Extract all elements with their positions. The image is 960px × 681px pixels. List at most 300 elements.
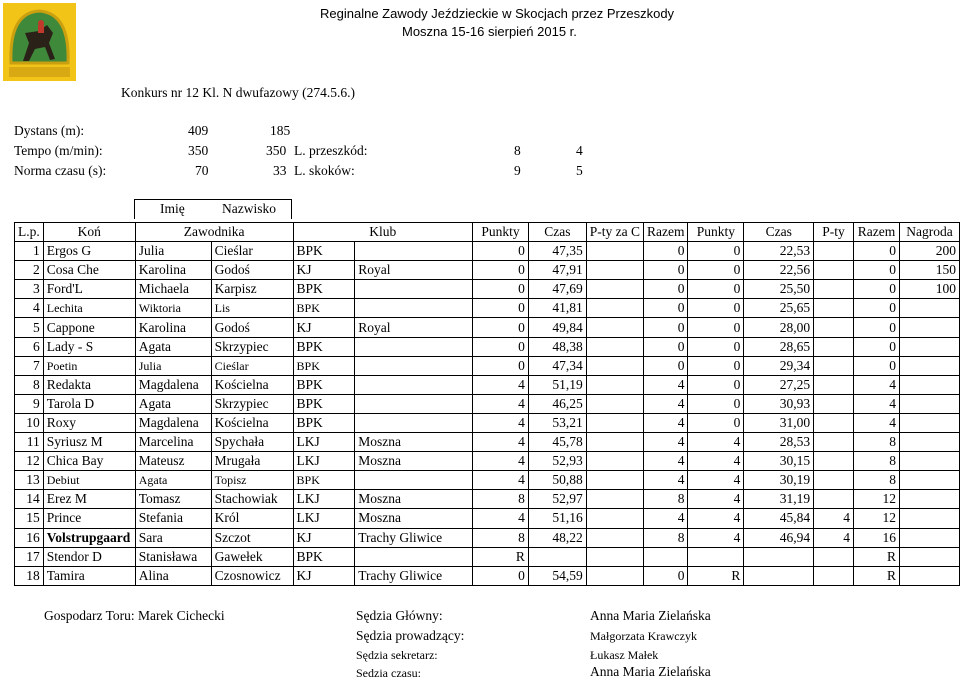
table-cell <box>355 356 473 375</box>
table-cell: 4 <box>473 394 529 413</box>
table-cell: 22,53 <box>744 242 814 261</box>
table-cell: Czosnowicz <box>211 566 293 585</box>
table-cell <box>586 356 643 375</box>
table-cell: Tamira <box>43 566 135 585</box>
table-cell: 8 <box>473 490 529 509</box>
table-cell: 150 <box>899 261 959 280</box>
table-cell <box>355 394 473 413</box>
table-cell: 8 <box>853 471 899 490</box>
table-cell <box>355 280 473 299</box>
table-row <box>15 242 960 261</box>
table-cell: 1 <box>15 242 44 261</box>
table-cell <box>586 547 643 566</box>
table-cell: Moszna <box>355 452 473 471</box>
table-cell: 4 <box>688 490 744 509</box>
table-cell <box>814 452 854 471</box>
table-cell: LKJ <box>293 433 355 452</box>
jumps-value-2: 5 <box>576 163 583 178</box>
table-cell: 41,81 <box>528 299 586 318</box>
table-cell: 0 <box>473 318 529 337</box>
judge-secretary: Łukasz Małek <box>590 648 659 662</box>
col-nagroda: Nagroda <box>899 223 959 242</box>
table-cell: 13 <box>15 471 44 490</box>
col-kon: Koń <box>43 223 135 242</box>
table-cell: 0 <box>688 337 744 356</box>
table-cell: BPK <box>293 471 355 490</box>
table-cell: Julia <box>135 356 211 375</box>
table-cell: 30,19 <box>744 471 814 490</box>
table-cell: BPK <box>293 242 355 261</box>
table-cell <box>899 337 959 356</box>
col-pty-za-c: P-ty za C <box>586 223 643 242</box>
table-cell: 8 <box>643 528 687 547</box>
table-cell: 4 <box>643 413 687 432</box>
table-cell <box>899 356 959 375</box>
table-cell: Spychała <box>211 433 293 452</box>
table-cell: Roxy <box>43 413 135 432</box>
table-cell: Trachy Gliwice <box>355 566 473 585</box>
table-cell: 45,84 <box>744 509 814 528</box>
table-cell: 25,65 <box>744 299 814 318</box>
table-cell: 49,84 <box>528 318 586 337</box>
table-cell: 31,19 <box>744 490 814 509</box>
table-row <box>15 280 960 299</box>
table-cell: 48,22 <box>528 528 586 547</box>
table-cell: Chica Bay <box>43 452 135 471</box>
time-value-2: 33 <box>273 163 287 178</box>
table-cell: Agata <box>135 394 211 413</box>
obstacles-value-1: 8 <box>514 143 521 158</box>
header-imie: Imię <box>160 201 185 216</box>
table-cell: 22,56 <box>744 261 814 280</box>
table-cell: Cappone <box>43 318 135 337</box>
table-cell: 12 <box>15 452 44 471</box>
table-cell <box>586 337 643 356</box>
table-cell: 0 <box>853 280 899 299</box>
table-cell: 9 <box>15 394 44 413</box>
table-cell: Cosa Che <box>43 261 135 280</box>
table-cell <box>814 261 854 280</box>
table-cell: 0 <box>853 356 899 375</box>
table-cell: 2 <box>15 261 44 280</box>
table-cell: Moszna <box>355 509 473 528</box>
table-cell: 4 <box>853 375 899 394</box>
table-cell <box>355 337 473 356</box>
table-cell <box>814 433 854 452</box>
table-cell: Sara <box>135 528 211 547</box>
judge-time-label: Sedzia czasu: <box>356 666 421 680</box>
table-cell: 0 <box>643 356 687 375</box>
table-cell: 46,94 <box>744 528 814 547</box>
table-cell: 0 <box>853 261 899 280</box>
table-cell: 4 <box>643 433 687 452</box>
table-cell: Royal <box>355 318 473 337</box>
table-cell <box>814 299 854 318</box>
table-cell: Debiut <box>43 471 135 490</box>
table-row <box>15 413 960 432</box>
table-cell: 0 <box>853 337 899 356</box>
table-cell: 0 <box>688 280 744 299</box>
table-cell: 0 <box>643 299 687 318</box>
col-razem-1: Razem <box>643 223 687 242</box>
table-cell: Marcelina <box>135 433 211 452</box>
table-cell <box>528 547 586 566</box>
table-cell: Cieślar <box>211 242 293 261</box>
event-logo <box>3 3 76 81</box>
judge-main: Anna Maria Zielańska <box>590 608 711 623</box>
table-cell: Godoś <box>211 261 293 280</box>
table-cell: 47,34 <box>528 356 586 375</box>
table-cell: 4 <box>473 452 529 471</box>
col-klub: Klub <box>293 223 472 242</box>
distance-value-1: 409 <box>188 123 209 138</box>
table-cell: 200 <box>899 242 959 261</box>
table-cell: Karpisz <box>211 280 293 299</box>
table-cell: 25,50 <box>744 280 814 299</box>
table-cell <box>814 318 854 337</box>
table-row <box>15 528 960 547</box>
table-cell: KJ <box>293 318 355 337</box>
table-cell: 4 <box>688 452 744 471</box>
table-cell: 0 <box>643 242 687 261</box>
table-cell: Kościelna <box>211 413 293 432</box>
table-cell <box>899 394 959 413</box>
table-cell: 4 <box>473 433 529 452</box>
table-cell: 16 <box>853 528 899 547</box>
table-cell: Alina <box>135 566 211 585</box>
table-cell: BPK <box>293 413 355 432</box>
table-cell: Karolina <box>135 318 211 337</box>
table-cell: Karolina <box>135 261 211 280</box>
table-row <box>15 471 960 490</box>
table-cell: 0 <box>643 261 687 280</box>
table-cell: 46,25 <box>528 394 586 413</box>
obstacles-label: L. przeszkód: <box>294 143 368 158</box>
table-cell: 0 <box>473 261 529 280</box>
table-cell: 16 <box>15 528 44 547</box>
table-cell <box>355 299 473 318</box>
judge-lead-label: Sędzia prowadzący: <box>356 628 465 643</box>
table-cell: 47,91 <box>528 261 586 280</box>
table-cell: 4 <box>814 509 854 528</box>
table-cell: Szczot <box>211 528 293 547</box>
table-cell: BPK <box>293 337 355 356</box>
table-cell: 4 <box>688 433 744 452</box>
table-row <box>15 394 960 413</box>
table-cell: Lady - S <box>43 337 135 356</box>
table-cell: 4 <box>853 413 899 432</box>
table-cell: BPK <box>293 280 355 299</box>
table-cell: 5 <box>15 318 44 337</box>
table-cell: 0 <box>853 242 899 261</box>
table-cell: 15 <box>15 509 44 528</box>
table-cell: 0 <box>688 261 744 280</box>
table-cell: Moszna <box>355 490 473 509</box>
table-row <box>15 318 960 337</box>
table-cell: 4 <box>643 471 687 490</box>
table-cell: BPK <box>293 299 355 318</box>
table-cell: 0 <box>688 394 744 413</box>
table-cell <box>899 318 959 337</box>
table-cell: 31,00 <box>744 413 814 432</box>
table-cell: Trachy Gliwice <box>355 528 473 547</box>
table-cell: 0 <box>643 318 687 337</box>
table-cell: Agata <box>135 471 211 490</box>
table-cell: Lis <box>211 299 293 318</box>
table-cell: 28,65 <box>744 337 814 356</box>
tempo-label: Tempo (m/min): <box>14 143 103 158</box>
table-cell: 52,93 <box>528 452 586 471</box>
table-cell: LKJ <box>293 490 355 509</box>
col-punkty-2: Punkty <box>688 223 744 242</box>
table-cell: 53,21 <box>528 413 586 432</box>
table-row <box>15 356 960 375</box>
event-title: Reginalne Zawody Jeździeckie w Skocjach przez Przeszkody <box>320 6 675 21</box>
table-cell <box>586 433 643 452</box>
distance-value-2: 185 <box>270 123 291 138</box>
table-cell: 4 <box>688 471 744 490</box>
table-cell <box>355 413 473 432</box>
table-cell: 14 <box>15 490 44 509</box>
table-cell: 4 <box>643 452 687 471</box>
table-cell <box>814 490 854 509</box>
table-row <box>15 261 960 280</box>
table-cell: 8 <box>15 375 44 394</box>
table-cell: Topisz <box>211 471 293 490</box>
table-cell <box>814 242 854 261</box>
table-cell <box>586 452 643 471</box>
table-cell: 17 <box>15 547 44 566</box>
table-row <box>15 375 960 394</box>
table-cell: 6 <box>15 337 44 356</box>
table-cell: 4 <box>643 394 687 413</box>
table-cell <box>586 509 643 528</box>
table-cell: 30,93 <box>744 394 814 413</box>
table-cell: Moszna <box>355 433 473 452</box>
table-cell: 11 <box>15 433 44 452</box>
table-cell: Agata <box>135 337 211 356</box>
tempo-value-2: 350 <box>266 143 287 158</box>
table-cell <box>586 394 643 413</box>
table-cell: 51,19 <box>528 375 586 394</box>
table-row <box>15 433 960 452</box>
table-cell <box>899 566 959 585</box>
table-cell: Magdalena <box>135 375 211 394</box>
table-cell <box>643 547 687 566</box>
time-label: Norma czasu (s): <box>14 163 107 178</box>
table-cell: Godoś <box>211 318 293 337</box>
judge-secretary-label: Sędzia sekretarz: <box>356 648 438 662</box>
judge-main-label: Sędzia Główny: <box>356 608 443 623</box>
table-cell: 4 <box>473 471 529 490</box>
table-cell <box>355 547 473 566</box>
table-cell: Skrzypiec <box>211 337 293 356</box>
table-cell: 4 <box>643 375 687 394</box>
table-cell: 4 <box>643 509 687 528</box>
table-cell: 7 <box>15 356 44 375</box>
table-cell: 8 <box>473 528 529 547</box>
table-cell: BPK <box>293 394 355 413</box>
table-cell: 4 <box>814 528 854 547</box>
table-cell: 28,00 <box>744 318 814 337</box>
table-cell <box>814 280 854 299</box>
table-cell: 0 <box>643 566 687 585</box>
table-cell <box>586 490 643 509</box>
table-cell: 12 <box>853 490 899 509</box>
table-cell <box>586 261 643 280</box>
time-value-1: 70 <box>195 163 209 178</box>
table-cell: 50,88 <box>528 471 586 490</box>
table-cell <box>899 299 959 318</box>
table-cell: 0 <box>688 242 744 261</box>
table-cell: 0 <box>473 242 529 261</box>
table-cell: 0 <box>643 280 687 299</box>
table-cell: 10 <box>15 413 44 432</box>
table-cell: Stachowiak <box>211 490 293 509</box>
table-cell <box>586 528 643 547</box>
table-cell: R <box>688 566 744 585</box>
table-cell <box>814 471 854 490</box>
event-date: Moszna 15-16 sierpień 2015 r. <box>402 24 577 39</box>
table-cell: Redakta <box>43 375 135 394</box>
table-cell: LKJ <box>293 509 355 528</box>
table-cell: Stendor D <box>43 547 135 566</box>
table-cell <box>744 566 814 585</box>
table-cell: Erez M <box>43 490 135 509</box>
table-cell: Syriusz M <box>43 433 135 452</box>
table-cell: Lechita <box>43 299 135 318</box>
table-cell: BPK <box>293 547 355 566</box>
jumps-label: L. skoków: <box>294 163 355 178</box>
table-cell: 0 <box>688 356 744 375</box>
judge-time: Anna Maria Zielańska <box>590 664 711 679</box>
table-cell: 4 <box>473 375 529 394</box>
table-cell: Wiktoria <box>135 299 211 318</box>
table-cell: Michaela <box>135 280 211 299</box>
judge-lead: Małgorzata Krawczyk <box>590 629 697 643</box>
table-cell: 54,59 <box>528 566 586 585</box>
distance-label: Dystans (m): <box>14 123 85 138</box>
col-punkty-1: Punkty <box>473 223 529 242</box>
table-cell: Skrzypiec <box>211 394 293 413</box>
table-cell: Royal <box>355 261 473 280</box>
obstacles-value-2: 4 <box>576 143 583 158</box>
table-cell: 4 <box>688 528 744 547</box>
table-cell <box>688 547 744 566</box>
table-cell: 4 <box>473 413 529 432</box>
col-lp: L.p. <box>15 223 44 242</box>
table-cell <box>355 375 473 394</box>
table-cell: 47,35 <box>528 242 586 261</box>
table-cell: Stefania <box>135 509 211 528</box>
table-cell <box>899 547 959 566</box>
table-cell: Prince <box>43 509 135 528</box>
tempo-value-1: 350 <box>188 143 209 158</box>
table-cell: 51,16 <box>528 509 586 528</box>
table-cell: 29,34 <box>744 356 814 375</box>
table-cell: 0 <box>473 566 529 585</box>
table-cell <box>586 242 643 261</box>
table-cell: Tomasz <box>135 490 211 509</box>
table-cell: Mrugała <box>211 452 293 471</box>
col-zawodnika: Zawodnika <box>135 223 293 242</box>
table-cell <box>899 452 959 471</box>
table-cell <box>586 471 643 490</box>
table-cell: 0 <box>688 299 744 318</box>
course-designer: Gospodarz Toru: Marek Cichecki <box>44 608 225 623</box>
table-cell <box>586 566 643 585</box>
table-cell: BPK <box>293 375 355 394</box>
table-cell: 4 <box>15 299 44 318</box>
table-cell <box>586 375 643 394</box>
table-cell <box>814 566 854 585</box>
table-cell <box>814 375 854 394</box>
table-row <box>15 299 960 318</box>
table-cell: Mateusz <box>135 452 211 471</box>
header-nazwisko: Nazwisko <box>222 201 276 216</box>
table-cell: R <box>853 547 899 566</box>
table-cell: Tarola D <box>43 394 135 413</box>
table-cell: Julia <box>135 242 211 261</box>
table-cell: Cieślar <box>211 356 293 375</box>
table-cell <box>814 547 854 566</box>
table-cell <box>899 490 959 509</box>
table-cell: 52,97 <box>528 490 586 509</box>
col-pty-2: P-ty <box>814 223 854 242</box>
table-cell: Gawełek <box>211 547 293 566</box>
table-cell <box>899 471 959 490</box>
col-razem-2: Razem <box>853 223 899 242</box>
table-cell <box>355 242 473 261</box>
table-cell: KJ <box>293 261 355 280</box>
table-cell <box>899 413 959 432</box>
table-cell <box>744 547 814 566</box>
table-row <box>15 490 960 509</box>
table-cell <box>899 528 959 547</box>
table-cell: Kościelna <box>211 375 293 394</box>
table-cell: 3 <box>15 280 44 299</box>
table-cell: Ergos G <box>43 242 135 261</box>
table-cell: Król <box>211 509 293 528</box>
table-row <box>15 452 960 471</box>
table-cell: 48,38 <box>528 337 586 356</box>
jumps-value-1: 9 <box>514 163 521 178</box>
table-cell: 47,69 <box>528 280 586 299</box>
table-row <box>15 337 960 356</box>
table-cell: 0 <box>688 375 744 394</box>
table-cell: 0 <box>473 299 529 318</box>
competition-title: Konkurs nr 12 Kl. N dwufazowy (274.5.6.) <box>121 85 355 100</box>
table-cell: 45,78 <box>528 433 586 452</box>
table-row <box>15 509 960 528</box>
table-cell <box>586 318 643 337</box>
table-cell: Volstrupgaard <box>43 528 135 547</box>
table-cell <box>814 356 854 375</box>
table-cell: 30,15 <box>744 452 814 471</box>
table-cell <box>814 394 854 413</box>
table-cell: Magdalena <box>135 413 211 432</box>
table-cell: 0 <box>853 318 899 337</box>
table-cell: 8 <box>853 452 899 471</box>
table-cell <box>586 413 643 432</box>
results-table <box>14 222 960 586</box>
table-cell: 0 <box>688 413 744 432</box>
table-cell: 27,25 <box>744 375 814 394</box>
table-cell <box>899 375 959 394</box>
table-cell: 100 <box>899 280 959 299</box>
table-cell: KJ <box>293 566 355 585</box>
col-czas-1: Czas <box>528 223 586 242</box>
